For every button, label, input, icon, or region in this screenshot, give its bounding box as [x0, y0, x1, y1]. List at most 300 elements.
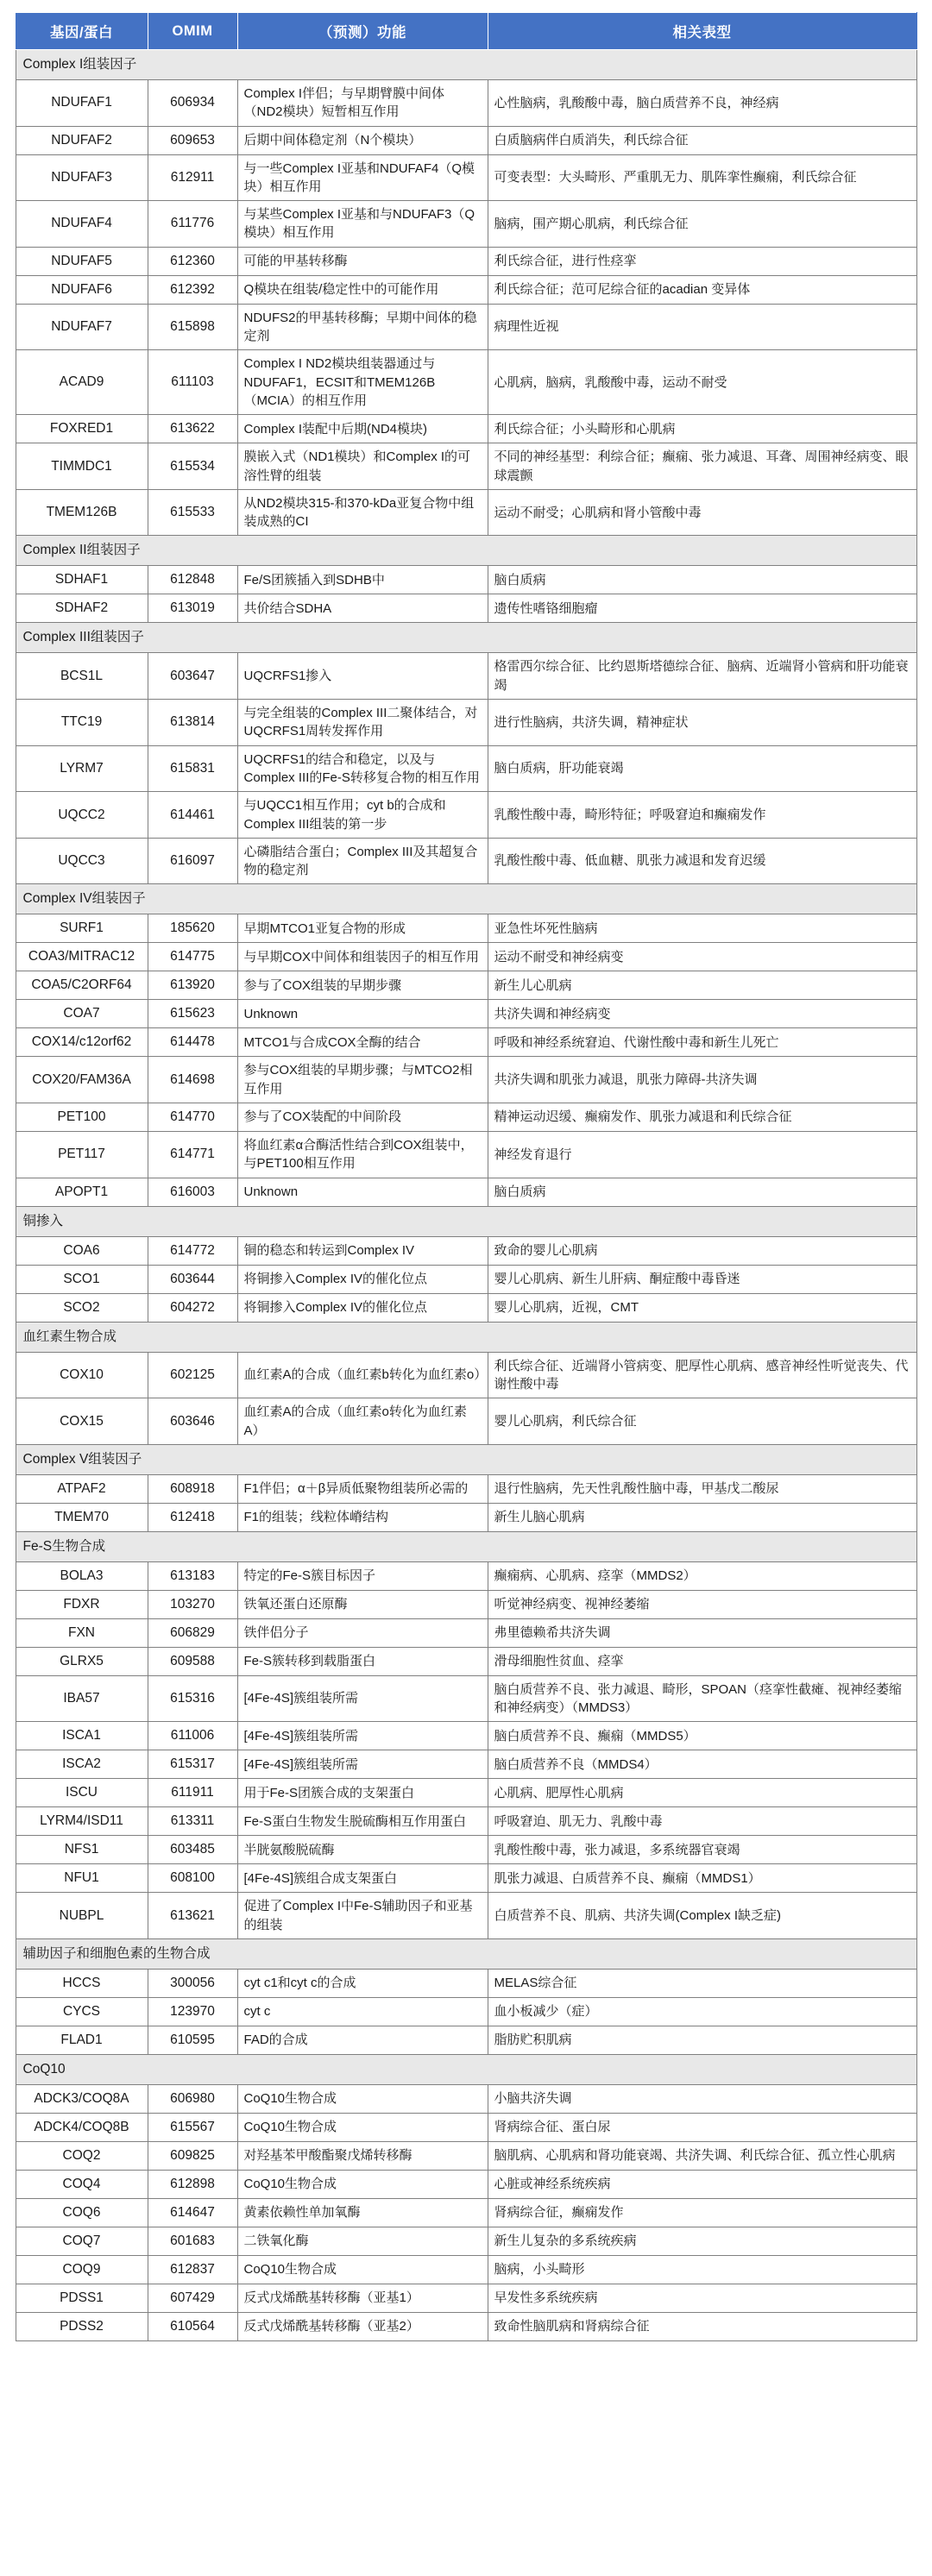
cell-function: 特定的Fe-S簇目标因子	[237, 1561, 488, 1590]
table-row	[16, 304, 916, 350]
cell-function: 黄素依赖性单加氧酶	[237, 2198, 488, 2227]
table-row	[16, 489, 916, 536]
cell-gene: COA7	[16, 1000, 148, 1028]
cell-phenotype: 弗里德赖希共济失调	[488, 1618, 916, 1647]
cell-omim: 616003	[148, 1178, 237, 1206]
cell-function: [4Fe-4S]簇组装所需	[237, 1750, 488, 1779]
table-row	[16, 1265, 916, 1293]
table-row	[16, 566, 916, 594]
section-header-row	[16, 50, 916, 80]
table-row	[16, 1000, 916, 1028]
table-row	[16, 1028, 916, 1057]
cell-phenotype: 婴儿心肌病、新生儿肝病、酮症酸中毒昏迷	[488, 1265, 916, 1293]
cell-function: UQCRFS1掺入	[237, 653, 488, 700]
section-header-row	[16, 1938, 916, 1969]
cell-omim: 613622	[148, 415, 237, 443]
cell-omim: 606980	[148, 2084, 237, 2113]
cell-phenotype: 心脏或神经系统疾病	[488, 2170, 916, 2198]
cell-function: 从ND2模块315-和370-kDa亚复合物中组装成熟的CI	[237, 489, 488, 536]
cell-phenotype: 致命性脑肌病和肾病综合征	[488, 2312, 916, 2340]
cell-omim: 103270	[148, 1590, 237, 1618]
cell-gene: FLAD1	[16, 2026, 148, 2054]
table-row	[16, 1057, 916, 1103]
cell-omim: 608100	[148, 1864, 237, 1893]
header-row	[16, 13, 916, 50]
cell-omim: 614698	[148, 1057, 237, 1103]
cell-phenotype: 脑白质病	[488, 566, 916, 594]
cell-function: Complex I ND2模块组装器通过与NDUFAF1，ECSIT和TMEM126B（MCIA）的相互作用	[237, 350, 488, 415]
cell-phenotype: 共济失调和神经病变	[488, 1000, 916, 1028]
table-row	[16, 1647, 916, 1675]
table-row	[16, 1722, 916, 1750]
cell-omim: 615898	[148, 304, 237, 350]
cell-phenotype: 脂肪贮积肌病	[488, 2026, 916, 2054]
table-row	[16, 2170, 916, 2198]
cell-function: 膜嵌入式（ND1模块）和Complex I的可溶性臂的组装	[237, 443, 488, 490]
table-row	[16, 653, 916, 700]
table-row	[16, 1178, 916, 1206]
section-label: 血红素生物合成	[16, 1322, 916, 1352]
cell-function: 将铜掺入Complex IV的催化位点	[237, 1293, 488, 1322]
cell-gene: UQCC2	[16, 792, 148, 839]
cell-phenotype: 进行性脑病，共济失调，精神症状	[488, 700, 916, 746]
cell-function: F1的组装；线粒体嵴结构	[237, 1503, 488, 1531]
section-label: Fe-S生物合成	[16, 1531, 916, 1561]
cell-phenotype: 婴儿心肌病，利氏综合征	[488, 1398, 916, 1445]
table-row	[16, 1618, 916, 1647]
cell-phenotype: 致命的婴儿心肌病	[488, 1236, 916, 1265]
cell-gene: NDUFAF6	[16, 275, 148, 304]
section-label: 铜掺入	[16, 1206, 916, 1236]
table-row	[16, 1807, 916, 1836]
cell-function: FAD的合成	[237, 2026, 488, 2054]
cell-omim: 615534	[148, 443, 237, 490]
table-row	[16, 1836, 916, 1864]
cell-omim: 615567	[148, 2113, 237, 2141]
cell-omim: 615623	[148, 1000, 237, 1028]
cell-phenotype: 可变表型：大头畸形、严重肌无力、肌阵挛性癫痫，利氏综合征	[488, 154, 916, 201]
cell-gene: NDUFAF7	[16, 304, 148, 350]
table-row	[16, 350, 916, 415]
cell-omim: 603485	[148, 1836, 237, 1864]
cell-phenotype: 呼吸窘迫、肌无力、乳酸中毒	[488, 1807, 916, 1836]
cell-omim: 613814	[148, 700, 237, 746]
cell-function: Q模块在组装/稳定性中的可能作用	[237, 275, 488, 304]
cell-omim: 123970	[148, 1997, 237, 2026]
cell-phenotype: 肌张力减退、白质营养不良、癫痫（MMDS1）	[488, 1864, 916, 1893]
cell-omim: 604272	[148, 1293, 237, 1322]
cell-function: Fe/S团簇插入到SDHB中	[237, 566, 488, 594]
cell-phenotype: 脑肌病、心肌病和肾功能衰竭、共济失调、利氏综合征、孤立性心肌病	[488, 2141, 916, 2170]
cell-function: 血红素A的合成（血红素o转化为血红素A）	[237, 1398, 488, 1445]
cell-gene: COX15	[16, 1398, 148, 1445]
cell-function: 后期中间体稳定剂（N个模块）	[237, 126, 488, 154]
cell-function: 铁氧还蛋白还原酶	[237, 1590, 488, 1618]
cell-omim: 613621	[148, 1893, 237, 1939]
cell-function: 二铁氧化酶	[237, 2227, 488, 2255]
cell-gene: ATPAF2	[16, 1474, 148, 1503]
cell-phenotype: 癫痫病、心肌病、痉挛（MMDS2）	[488, 1561, 916, 1590]
column-header-omim: OMIM	[148, 13, 237, 50]
cell-gene: BOLA3	[16, 1561, 148, 1590]
cell-omim: 612360	[148, 247, 237, 275]
table-row	[16, 1103, 916, 1132]
cell-function: 早期MTCO1亚复合物的形成	[237, 914, 488, 943]
cell-function: 用于Fe-S团簇合成的支架蛋白	[237, 1779, 488, 1807]
table-row	[16, 2141, 916, 2170]
cell-gene: ISCA2	[16, 1750, 148, 1779]
table-row	[16, 914, 916, 943]
cell-function: 血红素A的合成（血红素b转化为血红素o）	[237, 1352, 488, 1398]
cell-function: 参与COX组装的早期步骤；与MTCO2相互作用	[237, 1057, 488, 1103]
table-row	[16, 792, 916, 839]
cell-omim: 603646	[148, 1398, 237, 1445]
cell-omim: 614775	[148, 943, 237, 971]
section-header-row	[16, 2054, 916, 2084]
cell-function: 铜的稳态和转运到Complex IV	[237, 1236, 488, 1265]
table-body	[16, 50, 916, 2341]
table-row	[16, 2113, 916, 2141]
cell-phenotype: 病理性近视	[488, 304, 916, 350]
table-row	[16, 1590, 916, 1618]
table-row	[16, 700, 916, 746]
cell-gene: GLRX5	[16, 1647, 148, 1675]
table-row	[16, 2227, 916, 2255]
cell-gene: NUBPL	[16, 1893, 148, 1939]
section-header-row	[16, 1206, 916, 1236]
table-sheet	[0, 12, 932, 2371]
cell-gene: PDSS2	[16, 2312, 148, 2340]
cell-omim: 611911	[148, 1779, 237, 1807]
table-row	[16, 943, 916, 971]
table-row	[16, 2312, 916, 2340]
cell-gene: BCS1L	[16, 653, 148, 700]
section-label: Complex V组装因子	[16, 1444, 916, 1474]
cell-phenotype: 听觉神经病变、视神经萎缩	[488, 1590, 916, 1618]
cell-function: 将血红素α合酶活性结合到COX组装中，与PET100相互作用	[237, 1132, 488, 1178]
cell-gene: ISCA1	[16, 1722, 148, 1750]
section-header-row	[16, 536, 916, 566]
cell-function: Complex I伴侣；与早期臂膜中间体（ND2模块）短暂相互作用	[237, 80, 488, 127]
cell-function: Fe-S蛋白生物发生脱硫酶相互作用蛋白	[237, 1807, 488, 1836]
table-row	[16, 1893, 916, 1939]
cell-omim: 616097	[148, 838, 237, 884]
cell-omim: 614770	[148, 1103, 237, 1132]
section-label: CoQ10	[16, 2054, 916, 2084]
cell-omim: 607429	[148, 2284, 237, 2312]
cell-phenotype: 格雷西尔综合征、比约恩斯塔德综合征、脑病、近端肾小管病和肝功能衰竭	[488, 653, 916, 700]
cell-omim: 611103	[148, 350, 237, 415]
cell-gene: NDUFAF3	[16, 154, 148, 201]
cell-function: CoQ10生物合成	[237, 2113, 488, 2141]
cell-phenotype: 脑病，围产期心肌病，利氏综合征	[488, 201, 916, 248]
section-header-row	[16, 623, 916, 653]
cell-function: CoQ10生物合成	[237, 2255, 488, 2284]
cell-function: 半胱氨酸脱硫酶	[237, 1836, 488, 1864]
cell-phenotype: 乳酸性酸中毒、低血糖、肌张力减退和发育迟缓	[488, 838, 916, 884]
cell-function: NDUFS2的甲基转移酶；早期中间体的稳定剂	[237, 304, 488, 350]
cell-gene: COA5/C2ORF64	[16, 971, 148, 1000]
cell-phenotype: MELAS综合征	[488, 1969, 916, 1997]
table-row	[16, 1997, 916, 2026]
cell-phenotype: 运动不耐受；心肌病和肾小管酸中毒	[488, 489, 916, 536]
cell-omim: 612848	[148, 566, 237, 594]
table-row	[16, 1750, 916, 1779]
cell-phenotype: 新生儿脑心肌病	[488, 1503, 916, 1531]
table-row	[16, 1474, 916, 1503]
table-row	[16, 1969, 916, 1997]
cell-omim: 612837	[148, 2255, 237, 2284]
section-header-row	[16, 884, 916, 914]
cell-gene: NFU1	[16, 1864, 148, 1893]
cell-function: [4Fe-4S]簇组装所需	[237, 1675, 488, 1722]
table-row	[16, 415, 916, 443]
cell-phenotype: 白质营养不良、肌病、共济失调(Complex I缺乏症)	[488, 1893, 916, 1939]
cell-phenotype: 呼吸和神经系统窘迫、代谢性酸中毒和新生儿死亡	[488, 1028, 916, 1057]
cell-gene: COQ7	[16, 2227, 148, 2255]
cell-phenotype: 利氏综合征；范可尼综合征的acadian 变异体	[488, 275, 916, 304]
cell-omim: 613183	[148, 1561, 237, 1590]
cell-gene: PET100	[16, 1103, 148, 1132]
cell-phenotype: 白质脑病伴白质消失，利氏综合征	[488, 126, 916, 154]
cell-function: Unknown	[237, 1000, 488, 1028]
cell-omim: 612418	[148, 1503, 237, 1531]
cell-gene: ADCK3/COQ8A	[16, 2084, 148, 2113]
table-row	[16, 1779, 916, 1807]
cell-function: Unknown	[237, 1178, 488, 1206]
cell-phenotype: 婴儿心肌病，近视，CMT	[488, 1293, 916, 1322]
cell-function: cyt c1和cyt c的合成	[237, 1969, 488, 1997]
cell-function: 铁伴侣分子	[237, 1618, 488, 1647]
cell-phenotype: 利氏综合征，进行性痉挛	[488, 247, 916, 275]
section-label: Complex IV组装因子	[16, 884, 916, 914]
section-header-row	[16, 1531, 916, 1561]
cell-omim: 613920	[148, 971, 237, 1000]
cell-phenotype: 共济失调和肌张力减退，肌张力障碍-共济失调	[488, 1057, 916, 1103]
cell-phenotype: 乳酸性酸中毒，张力减退，多系统器官衰竭	[488, 1836, 916, 1864]
cell-omim: 612898	[148, 2170, 237, 2198]
table-row	[16, 1293, 916, 1322]
cell-phenotype: 滑母细胞性贫血、痉挛	[488, 1647, 916, 1675]
cell-function: 反式戊烯酰基转移酶（亚基2）	[237, 2312, 488, 2340]
table-row	[16, 1352, 916, 1398]
cell-gene: COQ2	[16, 2141, 148, 2170]
cell-gene: NDUFAF1	[16, 80, 148, 127]
cell-gene: PDSS1	[16, 2284, 148, 2312]
cell-phenotype: 乳酸性酸中毒，畸形特征；呼吸窘迫和癫痫发作	[488, 792, 916, 839]
cell-gene: CYCS	[16, 1997, 148, 2026]
cell-function: 参与了COX组装的早期步骤	[237, 971, 488, 1000]
cell-function: 与UQCC1相互作用；cyt b的合成和Complex III组装的第一步	[237, 792, 488, 839]
cell-function: 心磷脂结合蛋白；Complex III及其超复合物的稳定剂	[237, 838, 488, 884]
cell-omim: 614461	[148, 792, 237, 839]
cell-omim: 611776	[148, 201, 237, 248]
cell-gene: COQ6	[16, 2198, 148, 2227]
cell-gene: COQ4	[16, 2170, 148, 2198]
table-row	[16, 247, 916, 275]
cell-function: 参与了COX装配的中间阶段	[237, 1103, 488, 1132]
table-row	[16, 80, 916, 127]
cell-gene: LYRM4/ISD11	[16, 1807, 148, 1836]
cell-omim: 615317	[148, 1750, 237, 1779]
cell-omim: 609588	[148, 1647, 237, 1675]
cell-phenotype: 精神运动迟缓、癫痫发作、肌张力减退和利氏综合征	[488, 1103, 916, 1132]
cell-omim: 609653	[148, 126, 237, 154]
cell-gene: LYRM7	[16, 745, 148, 792]
table-row	[16, 1675, 916, 1722]
cell-omim: 615533	[148, 489, 237, 536]
cell-phenotype: 心性脑病，乳酸酸中毒，脑白质营养不良，神经病	[488, 80, 916, 127]
cell-gene: NFS1	[16, 1836, 148, 1864]
cell-gene: COA3/MITRAC12	[16, 943, 148, 971]
cell-function: Fe-S簇转移到载脂蛋白	[237, 1647, 488, 1675]
cell-function: 将铜掺入Complex IV的催化位点	[237, 1265, 488, 1293]
cell-phenotype: 脑白质营养不良、张力减退、畸形，SPOAN（痉挛性截瘫、视神经萎缩和神经病变）（MMDS3）	[488, 1675, 916, 1722]
table-row	[16, 1236, 916, 1265]
cell-function: [4Fe-4S]簇组装所需	[237, 1722, 488, 1750]
cell-phenotype: 新生儿心肌病	[488, 971, 916, 1000]
cell-omim: 613019	[148, 594, 237, 623]
cell-phenotype: 利氏综合征；小头畸形和心肌病	[488, 415, 916, 443]
bottom-spacer	[0, 2355, 932, 2371]
table-row	[16, 126, 916, 154]
table-row	[16, 2026, 916, 2054]
cell-phenotype: 退行性脑病，先天性乳酸性脑中毒，甲基戊二酸尿	[488, 1474, 916, 1503]
cell-function: F1伴侣；α＋β异质低聚物组装所必需的	[237, 1474, 488, 1503]
column-header-function: （预测）功能	[237, 13, 488, 50]
cell-gene: NDUFAF4	[16, 201, 148, 248]
cell-omim: 614771	[148, 1132, 237, 1178]
table-row	[16, 594, 916, 623]
cell-omim: 602125	[148, 1352, 237, 1398]
cell-gene: SDHAF1	[16, 566, 148, 594]
cell-phenotype: 脑白质病，肝功能衰竭	[488, 745, 916, 792]
table-row	[16, 2084, 916, 2113]
cell-omim: 603644	[148, 1265, 237, 1293]
cell-omim: 613311	[148, 1807, 237, 1836]
cell-gene: TTC19	[16, 700, 148, 746]
cell-omim: 610564	[148, 2312, 237, 2340]
table-row	[16, 443, 916, 490]
cell-function: 与某些Complex I亚基和与NDUFAF3（Q模块）相互作用	[237, 201, 488, 248]
table-row	[16, 1864, 916, 1893]
cell-omim: 615316	[148, 1675, 237, 1722]
cell-gene: ACAD9	[16, 350, 148, 415]
cell-omim: 603647	[148, 653, 237, 700]
cell-phenotype: 小脑共济失调	[488, 2084, 916, 2113]
cell-gene: PET117	[16, 1132, 148, 1178]
cell-function: 与一些Complex I亚基和NDUFAF4（Q模块）相互作用	[237, 154, 488, 201]
cell-function: 促进了Complex I中Fe-S辅助因子和亚基的组装	[237, 1893, 488, 1939]
cell-gene: HCCS	[16, 1969, 148, 1997]
cell-gene: SCO2	[16, 1293, 148, 1322]
cell-function: CoQ10生物合成	[237, 2170, 488, 2198]
cell-phenotype: 脑白质营养不良（MMDS4）	[488, 1750, 916, 1779]
cell-omim: 185620	[148, 914, 237, 943]
cell-gene: TIMMDC1	[16, 443, 148, 490]
cell-gene: COA6	[16, 1236, 148, 1265]
cell-phenotype: 心肌病，脑病，乳酸酸中毒，运动不耐受	[488, 350, 916, 415]
cell-phenotype: 肾病综合征、蛋白尿	[488, 2113, 916, 2141]
cell-omim: 609825	[148, 2141, 237, 2170]
cell-gene: FOXRED1	[16, 415, 148, 443]
table-row	[16, 275, 916, 304]
cell-phenotype: 遗传性嗜铬细胞瘤	[488, 594, 916, 623]
cell-function: Complex I装配中后期(ND4模块)	[237, 415, 488, 443]
table-row	[16, 2255, 916, 2284]
cell-gene: TMEM70	[16, 1503, 148, 1531]
cell-gene: NDUFAF2	[16, 126, 148, 154]
cell-function: 与完全组装的Complex III二聚体结合，对UQCRFS1周转发挥作用	[237, 700, 488, 746]
table-row	[16, 971, 916, 1000]
cell-gene: ISCU	[16, 1779, 148, 1807]
cell-phenotype: 不同的神经基型：利综合征；癫痫、张力减退、耳聋、周围神经病变、眼球震颤	[488, 443, 916, 490]
table-row	[16, 1561, 916, 1590]
cell-phenotype: 运动不耐受和神经病变	[488, 943, 916, 971]
cell-function: UQCRFS1的结合和稳定，以及与Complex III的Fe-S转移复合物的相互作用	[237, 745, 488, 792]
cell-omim: 615831	[148, 745, 237, 792]
table-row	[16, 2198, 916, 2227]
cell-function: [4Fe-4S]簇组合成支架蛋白	[237, 1864, 488, 1893]
cell-omim: 614478	[148, 1028, 237, 1057]
cell-omim: 608918	[148, 1474, 237, 1503]
cell-phenotype: 脑白质营养不良、癫痫（MMDS5）	[488, 1722, 916, 1750]
cell-gene: SDHAF2	[16, 594, 148, 623]
cell-phenotype: 脑白质病	[488, 1178, 916, 1206]
cell-function: 可能的甲基转移酶	[237, 247, 488, 275]
section-header-row	[16, 1444, 916, 1474]
cell-phenotype: 新生儿复杂的多系统疾病	[488, 2227, 916, 2255]
cell-gene: SCO1	[16, 1265, 148, 1293]
cell-gene: IBA57	[16, 1675, 148, 1722]
cell-gene: FXN	[16, 1618, 148, 1647]
cell-phenotype: 利氏综合征、近端肾小管病变、肥厚性心肌病、感音神经性听觉丧失、代谢性酸中毒	[488, 1352, 916, 1398]
cell-omim: 612392	[148, 275, 237, 304]
section-header-row	[16, 1322, 916, 1352]
cell-phenotype: 神经发育退行	[488, 1132, 916, 1178]
cell-omim: 614647	[148, 2198, 237, 2227]
table-row	[16, 745, 916, 792]
cell-phenotype: 早发性多系统疾病	[488, 2284, 916, 2312]
cell-phenotype: 心肌病、肥厚性心肌病	[488, 1779, 916, 1807]
cell-gene: UQCC3	[16, 838, 148, 884]
cell-function: 反式戊烯酰基转移酶（亚基1）	[237, 2284, 488, 2312]
cell-function: 共价结合SDHA	[237, 594, 488, 623]
cell-function: CoQ10生物合成	[237, 2084, 488, 2113]
column-header-gene: 基因/蛋白	[16, 13, 148, 50]
cell-omim: 606934	[148, 80, 237, 127]
cell-phenotype: 脑病，小头畸形	[488, 2255, 916, 2284]
section-label: Complex I组装因子	[16, 50, 916, 80]
cell-phenotype: 亚急性坏死性脑病	[488, 914, 916, 943]
table-row	[16, 1503, 916, 1531]
cell-gene: COQ9	[16, 2255, 148, 2284]
cell-function: cyt c	[237, 1997, 488, 2026]
table-row	[16, 1398, 916, 1445]
cell-gene: COX20/FAM36A	[16, 1057, 148, 1103]
table-row	[16, 201, 916, 248]
cell-omim: 300056	[148, 1969, 237, 1997]
cell-gene: NDUFAF5	[16, 247, 148, 275]
cell-phenotype: 肾病综合征，癫痫发作	[488, 2198, 916, 2227]
cell-gene: COX14/c12orf62	[16, 1028, 148, 1057]
cell-omim: 612911	[148, 154, 237, 201]
table-row	[16, 2284, 916, 2312]
cell-gene: COX10	[16, 1352, 148, 1398]
column-header-phenotype: 相关表型	[488, 13, 916, 50]
cell-omim: 614772	[148, 1236, 237, 1265]
cell-phenotype: 血小板减少（症）	[488, 1997, 916, 2026]
